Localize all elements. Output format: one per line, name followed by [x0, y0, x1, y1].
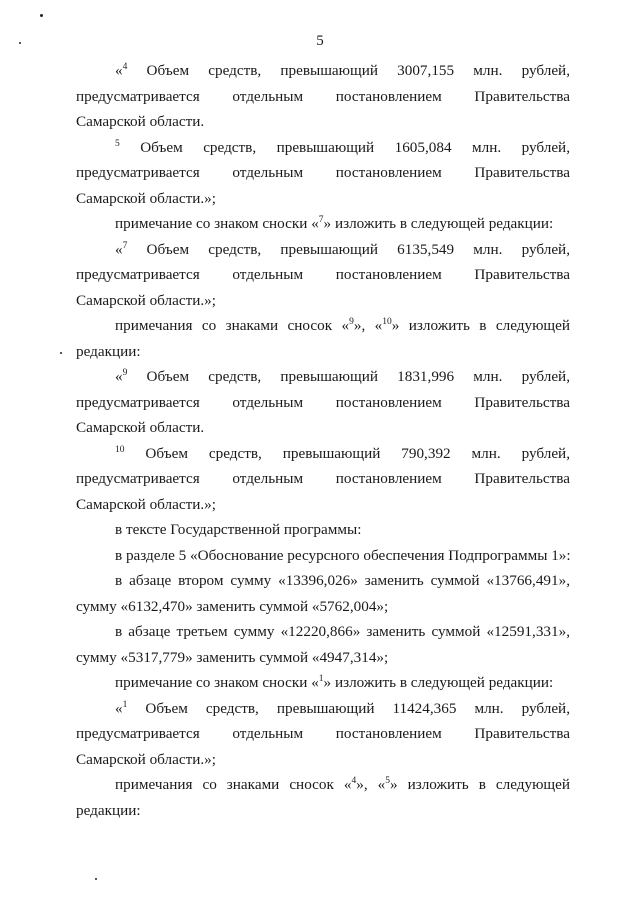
text-line: [76, 466, 570, 492]
text-run: Объем средств, превышающий 1605,084 млн. рублей,: [119, 138, 570, 156]
text-line: [76, 415, 570, 441]
text-run: примечание со знаком сноски «: [115, 215, 319, 232]
text-line: [76, 747, 570, 773]
text-run: Самарской области.: [76, 419, 205, 436]
text-line: [76, 645, 570, 671]
text-run: Самарской области.»;: [76, 750, 216, 768]
text-run: в тексте Государственной программы:: [115, 521, 362, 538]
text-run: Самарской области.»;: [76, 291, 216, 309]
footnote-marker: 1: [318, 674, 324, 684]
text-run: Самарской области.»;: [76, 495, 216, 513]
footnote-marker: 10: [115, 444, 125, 455]
text-run: редакции:: [76, 342, 141, 360]
text-run: примечание со знаком сноски «: [115, 674, 319, 691]
text-run: Объем средств, превышающий 790,392 млн. рублей,: [124, 444, 570, 462]
footnote-marker: 5: [385, 776, 390, 786]
text-run: предусматривается отдельным постановлением Правительства: [76, 87, 570, 105]
text-line: [76, 390, 570, 416]
text-line: [76, 721, 570, 747]
page-number: 5: [316, 33, 324, 49]
text-run: «: [115, 368, 123, 385]
text-line: [76, 772, 570, 798]
text-line: [76, 364, 570, 390]
text-run: предусматривается отдельным постановлением Правительства: [76, 164, 570, 181]
text-line: [76, 237, 570, 263]
footnote-marker: 5: [115, 138, 120, 149]
text-run: » изложить в следующей: [389, 776, 570, 793]
text-run: «: [115, 62, 123, 79]
text-run: предусматривается отдельным постановлением Правительства: [76, 470, 570, 487]
scan-speck: [60, 352, 62, 354]
text-run: Объем средств, превышающий 1831,996 млн. рублей,: [127, 368, 570, 385]
footnote-marker: 7: [122, 240, 128, 251]
scan-speck: [40, 14, 43, 17]
text-line: [76, 160, 570, 186]
text-run: предусматривается отдельным постановлением Правительства: [76, 393, 570, 411]
text-run: предусматривается отдельным постановлением Правительства: [76, 725, 570, 742]
footnote-marker: 9: [122, 368, 128, 378]
scan-speck: [19, 42, 21, 44]
text-line: [76, 619, 570, 645]
footnote-marker: 10: [382, 317, 392, 327]
text-line: [76, 339, 570, 365]
text-run: Самарской области.»;: [76, 189, 216, 207]
footnote-marker: 9: [349, 317, 354, 327]
text-run: в разделе 5 «Обоснование ресурсного обеспечения Подпрограммы 1»:: [115, 546, 571, 564]
text-run: примечания со знаками сносок «: [115, 776, 352, 793]
text-run: », «: [353, 317, 383, 334]
footnote-marker: 7: [318, 215, 324, 225]
text-run: » изложить в следующей редакции:: [323, 674, 554, 691]
text-run: редакции:: [76, 801, 141, 819]
text-line: [76, 288, 570, 314]
scan-speck: [95, 878, 97, 880]
text-run: » изложить в следующей редакции:: [323, 215, 554, 232]
text-run: в абзаце втором сумму «13396,026» заменить суммой «13766,491»,: [115, 572, 570, 589]
text-run: Самарской области.: [76, 113, 205, 130]
text-line: [76, 543, 570, 569]
text-run: сумму «6132,470» заменить суммой «5762,004»;: [76, 597, 389, 615]
footnote-marker: 4: [122, 62, 128, 72]
text-run: », «: [356, 776, 386, 793]
text-run: Объем средств, превышающий 3007,155 млн. рублей,: [127, 62, 570, 79]
text-line: [76, 186, 570, 212]
text-line: [76, 696, 570, 722]
text-run: Объем средств, превышающий 6135,549 млн. рублей,: [127, 240, 570, 258]
text-line: [76, 109, 570, 135]
text-run: Объем средств, превышающий 11424,365 млн. рублей,: [127, 699, 570, 717]
text-line: [76, 262, 570, 288]
footnote-marker: 4: [351, 776, 357, 786]
text-line: [76, 594, 570, 620]
text-line: [76, 517, 570, 543]
text-line: [76, 135, 570, 161]
text-line: [76, 313, 570, 339]
text-run: «: [115, 240, 123, 258]
text-run: «: [115, 699, 123, 717]
text-run: сумму «5317,779» заменить суммой «4947,314»;: [76, 648, 389, 666]
text-run: » изложить в следующей: [391, 317, 570, 334]
text-line: [76, 492, 570, 518]
text-line: [76, 798, 570, 824]
text-line: [76, 58, 570, 84]
text-line: [76, 211, 570, 237]
text-line: [76, 568, 570, 594]
text-run: примечания со знаками сносок «: [115, 317, 350, 334]
text-line: [76, 84, 570, 110]
text-line: [76, 670, 570, 696]
text-run: в абзаце третьем сумму «12220,866» заменить суммой «12591,331»,: [115, 623, 570, 640]
text-run: предусматривается отдельным постановлением Правительства: [76, 266, 570, 283]
footnote-marker: 1: [122, 699, 128, 710]
text-line: [76, 441, 570, 467]
document-body: [76, 58, 570, 823]
